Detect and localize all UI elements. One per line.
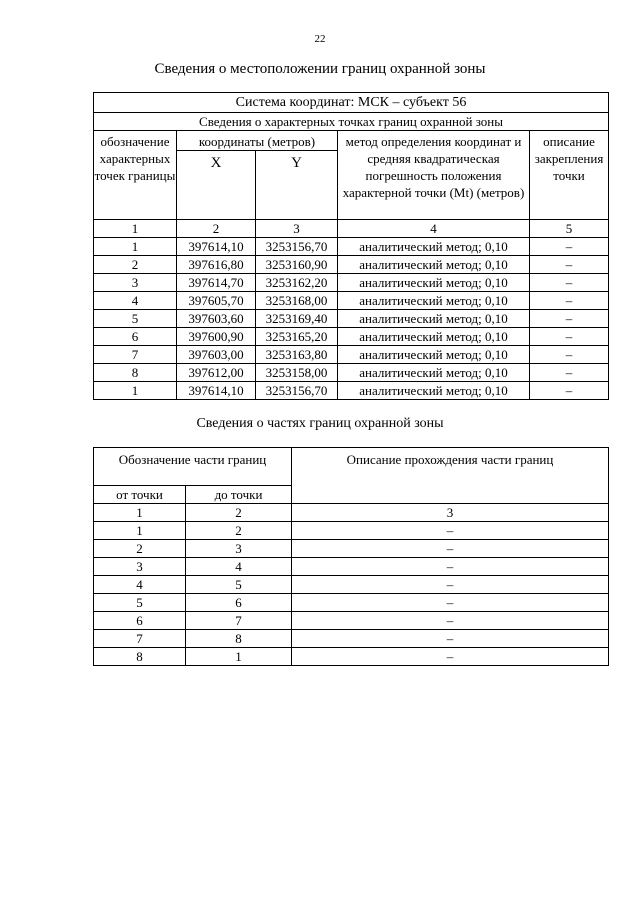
cell-point: 1 bbox=[94, 238, 177, 256]
cell-method: аналитический метод; 0,10 bbox=[338, 238, 530, 256]
cell-desc: – bbox=[530, 292, 609, 310]
cell-from: 6 bbox=[94, 612, 186, 630]
cell-y: 3253169,40 bbox=[256, 310, 338, 328]
header-y: Y bbox=[256, 151, 338, 220]
table-row bbox=[94, 310, 609, 328]
cell-desc: – bbox=[292, 594, 609, 612]
cell-desc: – bbox=[530, 346, 609, 364]
cell-point: 7 bbox=[94, 346, 177, 364]
cell-to: 1 bbox=[186, 648, 292, 666]
cell-from: 3 bbox=[94, 558, 186, 576]
cell-x: 397600,90 bbox=[177, 328, 256, 346]
table-row bbox=[94, 612, 609, 630]
cell-point: 2 bbox=[94, 256, 177, 274]
cell-to: 2 bbox=[186, 522, 292, 540]
table-row bbox=[94, 238, 609, 256]
characteristic-points-table bbox=[93, 92, 609, 400]
column-number: 2 bbox=[186, 504, 292, 522]
cell-from: 7 bbox=[94, 630, 186, 648]
table-row bbox=[94, 328, 609, 346]
column-number: 4 bbox=[338, 220, 530, 238]
cell-y: 3253156,70 bbox=[256, 238, 338, 256]
cell-desc: – bbox=[292, 630, 609, 648]
cell-desc: – bbox=[530, 256, 609, 274]
cell-x: 397603,60 bbox=[177, 310, 256, 328]
header-part-designation: Обозначение части границ bbox=[94, 448, 292, 486]
table-row bbox=[94, 274, 609, 292]
cell-y: 3253163,80 bbox=[256, 346, 338, 364]
cell-desc: – bbox=[530, 364, 609, 382]
table-row bbox=[94, 540, 609, 558]
cell-from: 1 bbox=[94, 522, 186, 540]
column-number: 2 bbox=[177, 220, 256, 238]
table-row bbox=[94, 630, 609, 648]
cell-desc: – bbox=[292, 648, 609, 666]
header-part-description: Описание прохождения части границ bbox=[292, 448, 609, 504]
cell-method: аналитический метод; 0,10 bbox=[338, 256, 530, 274]
table-row bbox=[94, 648, 609, 666]
cell-desc: – bbox=[530, 382, 609, 400]
cell-point: 4 bbox=[94, 292, 177, 310]
column-number: 5 bbox=[530, 220, 609, 238]
cell-method: аналитический метод; 0,10 bbox=[338, 328, 530, 346]
boundary-parts-table bbox=[93, 447, 609, 666]
cell-method: аналитический метод; 0,10 bbox=[338, 382, 530, 400]
cell-point: 5 bbox=[94, 310, 177, 328]
cell-y: 3253160,90 bbox=[256, 256, 338, 274]
cell-to: 5 bbox=[186, 576, 292, 594]
cell-x: 397612,00 bbox=[177, 364, 256, 382]
section-title-boundaries: Сведения о местоположении границ охранной зоны bbox=[154, 61, 486, 77]
cell-x: 397603,00 bbox=[177, 346, 256, 364]
cell-method: аналитический метод; 0,10 bbox=[338, 364, 530, 382]
table-subtitle: Сведения о характерных точках границ охранной зоны bbox=[94, 113, 609, 131]
cell-to: 6 bbox=[186, 594, 292, 612]
parts-table-body bbox=[94, 522, 609, 666]
section-title-parts: Сведения о частях границ охранной зоны bbox=[196, 416, 444, 431]
cell-from: 8 bbox=[94, 648, 186, 666]
column-number: 1 bbox=[94, 220, 177, 238]
cell-desc: – bbox=[292, 558, 609, 576]
cell-desc: – bbox=[292, 576, 609, 594]
header-x: X bbox=[177, 151, 256, 220]
header-point-designation: обозначение характерных точек границы bbox=[94, 131, 177, 220]
column-number: 3 bbox=[256, 220, 338, 238]
column-number: 3 bbox=[292, 504, 609, 522]
header-description: описание закрепления точки bbox=[530, 131, 609, 220]
cell-method: аналитический метод; 0,10 bbox=[338, 292, 530, 310]
cell-method: аналитический метод; 0,10 bbox=[338, 274, 530, 292]
column-number: 1 bbox=[94, 504, 186, 522]
table-row bbox=[94, 594, 609, 612]
table-row bbox=[94, 558, 609, 576]
cell-point: 6 bbox=[94, 328, 177, 346]
header-method: метод определения координат и средняя квадратическая погрешность положения характерной точки (Мt) (метров) bbox=[338, 131, 530, 220]
cell-y: 3253158,00 bbox=[256, 364, 338, 382]
table-row bbox=[94, 522, 609, 540]
cell-method: аналитический метод; 0,10 bbox=[338, 310, 530, 328]
cell-to: 8 bbox=[186, 630, 292, 648]
table-row bbox=[94, 292, 609, 310]
cell-desc: – bbox=[292, 540, 609, 558]
cell-point: 8 bbox=[94, 364, 177, 382]
cell-point: 3 bbox=[94, 274, 177, 292]
cell-to: 3 bbox=[186, 540, 292, 558]
cell-y: 3253156,70 bbox=[256, 382, 338, 400]
cell-x: 397614,70 bbox=[177, 274, 256, 292]
cell-method: аналитический метод; 0,10 bbox=[338, 346, 530, 364]
cell-from: 5 bbox=[94, 594, 186, 612]
header-from-point: от точки bbox=[94, 486, 186, 504]
cell-from: 2 bbox=[94, 540, 186, 558]
table-row bbox=[94, 364, 609, 382]
table-row bbox=[94, 576, 609, 594]
cell-desc: – bbox=[530, 274, 609, 292]
cell-y: 3253168,00 bbox=[256, 292, 338, 310]
table-row bbox=[94, 346, 609, 364]
cell-from: 4 bbox=[94, 576, 186, 594]
table-row bbox=[94, 256, 609, 274]
cell-desc: – bbox=[530, 310, 609, 328]
table-row bbox=[94, 382, 609, 400]
cell-y: 3253162,20 bbox=[256, 274, 338, 292]
cell-x: 397614,10 bbox=[177, 382, 256, 400]
cell-x: 397605,70 bbox=[177, 292, 256, 310]
cell-to: 7 bbox=[186, 612, 292, 630]
cell-x: 397616,80 bbox=[177, 256, 256, 274]
cell-desc: – bbox=[530, 238, 609, 256]
page-number: 22 bbox=[314, 33, 326, 45]
header-to-point: до точки bbox=[186, 486, 292, 504]
cell-x: 397614,10 bbox=[177, 238, 256, 256]
cell-y: 3253165,20 bbox=[256, 328, 338, 346]
cell-desc: – bbox=[292, 522, 609, 540]
cell-desc: – bbox=[292, 612, 609, 630]
cell-desc: – bbox=[530, 328, 609, 346]
cell-point: 1 bbox=[94, 382, 177, 400]
cell-to: 4 bbox=[186, 558, 292, 576]
header-coordinates: координаты (метров) bbox=[177, 131, 338, 151]
points-table-body bbox=[94, 238, 609, 400]
coordinate-system-caption: Система координат: МСК – субъект 56 bbox=[94, 93, 609, 113]
